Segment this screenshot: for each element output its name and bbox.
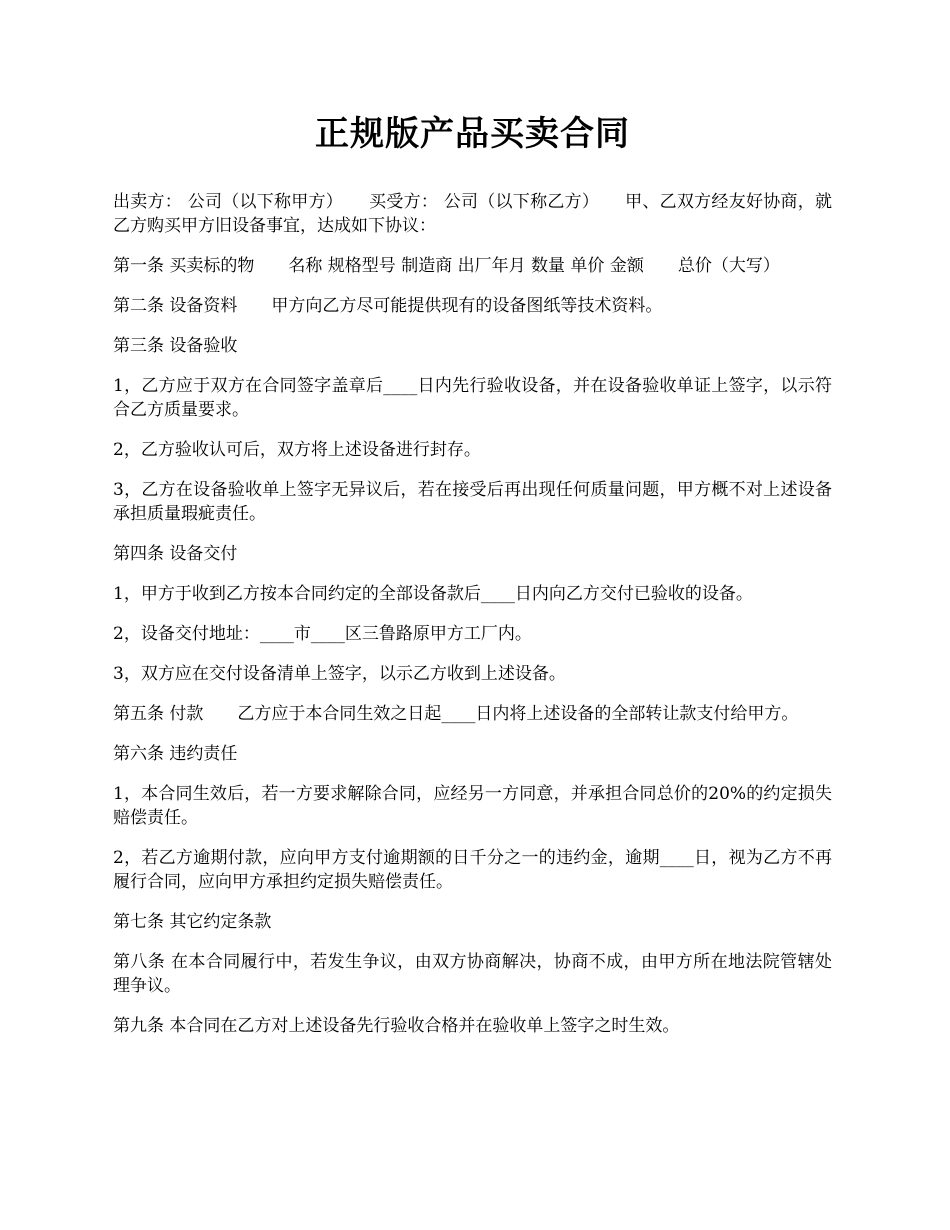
paragraph-article-5: 第五条 付款 乙方应于本合同生效之日起____日内将上述设备的全部转让款支付给甲方。 <box>113 704 799 724</box>
paragraph-article-7: 第七条 其它约定条款 <box>113 912 272 932</box>
paragraph-parties: 出卖方： 公司（以下称甲方） 买受方： 公司（以下称乙方） 甲、乙双方经友好协商，就乙方购买甲方旧设备事宜，达成如下协议： <box>113 192 832 236</box>
document-title: 正规版产品买卖合同 <box>315 114 630 154</box>
paragraph-article-1: 第一条 买卖标的物 名称 规格型号 制造商 出厂年月 数量 单价 金额 总价（大写） <box>113 256 780 276</box>
paragraph-article-6-heading: 第六条 违约责任 <box>113 744 238 764</box>
paragraph-article-3-item-2: 2，乙方验收认可后，双方将上述设备进行封存。 <box>113 440 481 460</box>
paragraph-article-8: 第八条 在本合同履行中，若发生争议，由双方协商解决，协商不成，由甲方所在地法院管辖处理争议。 <box>113 952 832 996</box>
paragraph-article-3-heading: 第三条 设备验收 <box>113 336 238 356</box>
paragraph-article-2: 第二条 设备资料 甲方向乙方尽可能提供现有的设备图纸等技术资料。 <box>113 296 663 316</box>
paragraph-article-6-item-2: 2，若乙方逾期付款，应向甲方支付逾期额的日千分之一的违约金，逾期____日，视为乙方不再履行合同，应向甲方承担约定损失赔偿责任。 <box>113 848 832 892</box>
paragraph-article-3-item-1: 1，乙方应于双方在合同签字盖章后____日内先行验收设备，并在设备验收单证上签字，以示符合乙方质量要求。 <box>113 376 832 420</box>
paragraph-article-4-heading: 第四条 设备交付 <box>113 544 238 564</box>
paragraph-article-4-item-3: 3，双方应在交付设备清单上签字，以示乙方收到上述设备。 <box>113 664 566 684</box>
paragraph-article-9: 第九条 本合同在乙方对上述设备先行验收合格并在验收单上签字之时生效。 <box>113 1016 680 1036</box>
paragraph-article-3-item-3: 3，乙方在设备验收单上签字无异议后，若在接受后再出现任何质量问题，甲方概不对上述设备承担质量瑕疵责任。 <box>113 480 832 524</box>
paragraph-article-4-item-2: 2，设备交付地址：____市____区三鲁路原甲方工厂内。 <box>113 624 532 644</box>
paragraph-article-6-item-1: 1，本合同生效后，若一方要求解除合同，应经另一方同意，并承担合同总价的20%的约定损失赔偿责任。 <box>113 784 832 828</box>
paragraph-article-4-item-1: 1，甲方于收到乙方按本合同约定的全部设备款后____日内向乙方交付已验收的设备。 <box>113 584 753 604</box>
